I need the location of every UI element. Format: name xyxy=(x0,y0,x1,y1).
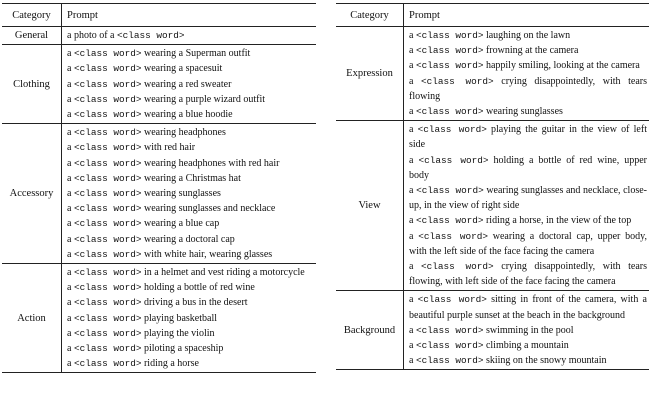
prompt-suffix: happily smiling, looking at the camera xyxy=(483,60,640,72)
table-header xyxy=(2,4,316,27)
prompt-row xyxy=(409,28,649,43)
prompt-prefix: a xyxy=(409,124,418,136)
class-word-token: <class word> xyxy=(73,282,142,294)
prompt-prefix: a xyxy=(409,45,416,57)
class-word-token: <class word> xyxy=(421,75,494,87)
header-prompt: Prompt xyxy=(67,9,98,21)
prompt-prefix: a xyxy=(409,60,416,72)
class-word-token: <class word> xyxy=(73,93,142,105)
prompt-suffix: sitting in front of the camera, with a beautiful purple sunset at the beach in the background xyxy=(409,294,647,321)
prompt-prefix: a xyxy=(67,267,74,279)
category-group-background xyxy=(336,290,649,369)
table-header xyxy=(336,4,649,27)
prompt-prefix: a xyxy=(67,127,74,139)
class-word-token: <class word> xyxy=(73,109,142,121)
category-group-action xyxy=(2,263,316,372)
prompt-prefix: a xyxy=(409,30,416,41)
prompt-prefix: a xyxy=(67,248,74,260)
category-group-expression xyxy=(336,27,649,120)
prompt-suffix: wearing a doctoral cap xyxy=(141,233,235,245)
prompt-prefix: a xyxy=(67,343,74,355)
prompt-suffix: wearing a spacesuit xyxy=(141,63,223,75)
prompt-prefix: a xyxy=(409,215,416,227)
prompt-prefix: a xyxy=(409,324,416,336)
prompt-row xyxy=(409,338,649,353)
prompt-row xyxy=(67,186,316,201)
class-word-token: <class word> xyxy=(73,218,142,230)
prompt-prefix: a xyxy=(67,48,74,60)
prompt-suffix: riding a horse, in the view of the top xyxy=(483,215,632,227)
prompt-row xyxy=(409,323,649,338)
prompt-prefix: a xyxy=(67,142,74,154)
prompt-suffix: swimming in the pool xyxy=(483,324,574,336)
header-category: Category xyxy=(2,4,62,26)
category-group-general xyxy=(2,27,316,44)
class-word-token: <class word> xyxy=(73,127,142,139)
prompt-row xyxy=(67,92,316,107)
prompt-suffix: with white hair, wearing glasses xyxy=(141,248,273,260)
prompt-suffix: wearing headphones with red hair xyxy=(141,157,280,169)
category-group-view xyxy=(336,120,649,290)
category-group-clothing xyxy=(2,44,316,123)
prompt-row xyxy=(67,140,316,155)
class-word-token: <class word> xyxy=(73,203,142,215)
class-word-token: <class word> xyxy=(415,324,484,336)
prompt-table-left xyxy=(2,3,316,373)
prompt-suffix: riding a horse xyxy=(141,358,199,370)
class-word-token: <class word> xyxy=(73,142,142,154)
class-word-token: <class word> xyxy=(73,343,142,355)
prompt-row xyxy=(67,201,316,216)
prompt-row xyxy=(67,232,316,247)
prompt-row xyxy=(67,265,316,280)
prompt-row xyxy=(67,46,316,61)
prompt-suffix: wearing a blue cap xyxy=(141,218,220,230)
prompt-row xyxy=(409,213,649,228)
prompt-prefix: a xyxy=(409,261,422,273)
category-label: Expression xyxy=(336,27,404,120)
prompt-suffix: wearing sunglasses and necklace xyxy=(141,203,276,215)
class-word-token: <class word> xyxy=(416,185,484,197)
prompt-prefix: a xyxy=(67,63,74,75)
prompt-prefix: a xyxy=(67,109,74,121)
prompt-suffix: frowning at the camera xyxy=(483,45,579,57)
prompt-row xyxy=(409,74,649,104)
prompt-row xyxy=(409,229,649,259)
class-word-token: <class word> xyxy=(415,355,484,367)
prompt-suffix: crying disappointedly, with tears flowing xyxy=(409,75,648,102)
class-word-token: <class word> xyxy=(415,30,484,41)
category-label: Background xyxy=(336,291,404,369)
prompt-row xyxy=(67,125,316,140)
prompt-suffix: wearing a doctoral cap, upper body, with the left side of the face facing the camera xyxy=(409,230,647,257)
prompt-suffix: playing the violin xyxy=(141,327,215,339)
prompt-row xyxy=(67,311,316,326)
prompt-suffix: playing basketball xyxy=(141,312,218,324)
prompt-suffix: in a helmet and vest riding a motorcycle xyxy=(141,267,305,279)
prompt-row xyxy=(409,58,649,73)
prompt-prefix: a xyxy=(67,312,74,324)
prompt-row xyxy=(67,326,316,341)
class-word-token: <class word> xyxy=(415,60,484,72)
prompt-suffix: laughing on the lawn xyxy=(483,30,571,41)
prompt-row xyxy=(67,156,316,171)
prompt-row xyxy=(409,153,649,183)
prompt-row xyxy=(67,107,316,122)
prompt-suffix: wearing a blue hoodie xyxy=(141,109,233,121)
category-label: Accessory xyxy=(2,124,62,263)
prompt-row xyxy=(409,292,649,322)
prompt-suffix: with red hair xyxy=(141,142,196,154)
class-word-token: <class word> xyxy=(415,340,484,352)
category-label: Clothing xyxy=(2,45,62,123)
prompt-suffix: skiing on the snowy mountain xyxy=(483,355,607,367)
prompt-row xyxy=(67,61,316,76)
prompt-prefix: a xyxy=(67,358,74,370)
class-word-token: <class word> xyxy=(73,248,142,260)
prompt-row xyxy=(67,247,316,262)
prompt-row xyxy=(67,77,316,92)
prompt-row xyxy=(67,295,316,310)
prompt-prefix: a xyxy=(409,230,419,242)
class-word-token: <class word> xyxy=(415,215,484,227)
prompt-row xyxy=(67,341,316,356)
prompt-prefix: a xyxy=(67,233,74,245)
prompt-row xyxy=(409,353,649,368)
class-word-token: <class word> xyxy=(73,267,142,279)
class-word-token: <class word> xyxy=(73,172,142,184)
prompt-suffix: piloting a spaceship xyxy=(141,343,224,355)
prompt-row xyxy=(409,259,649,289)
class-word-token: <class word> xyxy=(417,294,487,306)
class-word-token: <class word> xyxy=(73,63,142,75)
category-label: General xyxy=(2,27,62,44)
class-word-token: <class word> xyxy=(73,78,142,90)
prompt-suffix: wearing sunglasses and necklace, close-up, in the view of right side xyxy=(409,185,647,212)
class-word-token: <class word> xyxy=(73,233,142,245)
prompt-prefix: a xyxy=(409,355,416,367)
category-label: View xyxy=(336,121,404,290)
prompt-row xyxy=(409,104,649,119)
prompt-suffix: climbing a mountain xyxy=(483,340,569,352)
prompt-suffix: wearing headphones xyxy=(141,127,226,139)
prompt-prefix: a xyxy=(67,78,74,90)
prompt-prefix: a xyxy=(409,75,422,87)
class-word-token: <class word> xyxy=(415,45,484,57)
class-word-token: <class word> xyxy=(421,261,494,273)
prompt-row xyxy=(67,356,316,371)
class-word-token: <class word> xyxy=(73,188,142,200)
class-word-token: <class word> xyxy=(117,30,185,41)
prompt-suffix: wearing sunglasses xyxy=(141,188,221,200)
prompt-suffix: driving a bus in the desert xyxy=(141,297,248,309)
prompt-suffix: holding a bottle of red wine, upper body xyxy=(409,154,647,181)
class-word-token: <class word> xyxy=(73,358,142,370)
class-word-token: <class word> xyxy=(418,154,489,166)
prompt-suffix: playing the guitar in the view of left side xyxy=(409,124,647,151)
prompt-prefix: a xyxy=(67,188,74,200)
prompt-row xyxy=(67,280,316,295)
prompt-suffix: wearing a red sweater xyxy=(141,78,232,90)
prompt-prefix: a xyxy=(67,172,74,184)
class-word-token: <class word> xyxy=(73,48,142,60)
prompt-row xyxy=(409,43,649,58)
prompt-row xyxy=(67,216,316,231)
prompt-prefix: a xyxy=(67,327,74,339)
prompt-prefix: a xyxy=(67,218,74,230)
prompt-prefix: a xyxy=(409,106,416,118)
prompt-prefix: a xyxy=(67,297,74,309)
class-word-token: <class word> xyxy=(73,327,142,339)
prompt-row xyxy=(409,183,649,213)
class-word-token: <class word> xyxy=(418,230,488,242)
prompt-prefix: a xyxy=(67,282,74,294)
prompt-prefix: a xyxy=(409,185,417,197)
prompt-suffix: holding a bottle of red wine xyxy=(141,282,255,294)
prompt-prefix: a xyxy=(409,340,416,352)
prompt-prefix: a xyxy=(67,93,74,105)
prompt-table-right xyxy=(336,3,649,370)
prompt-suffix: wearing a purple wizard outfit xyxy=(141,93,266,105)
prompt-row xyxy=(67,171,316,186)
prompt-prefix: a xyxy=(67,157,74,169)
class-word-token: <class word> xyxy=(73,297,142,309)
class-word-token: <class word> xyxy=(73,312,142,324)
prompt-suffix: crying disappointedly, with tears flowing, with left side of the face facing the camera xyxy=(409,261,648,288)
category-label: Action xyxy=(2,264,62,372)
class-word-token: <class word> xyxy=(417,124,487,136)
prompt-prefix: a xyxy=(409,294,418,306)
prompt-prefix: a xyxy=(409,154,419,166)
prompt-prefix: a xyxy=(67,203,74,215)
prompt-prefix: a photo of a xyxy=(67,30,117,41)
prompt-suffix: wearing a Superman outfit xyxy=(141,48,251,60)
class-word-token: <class word> xyxy=(415,106,484,118)
prompt-row xyxy=(409,122,649,152)
category-group-accessory xyxy=(2,123,316,263)
prompt-row xyxy=(67,28,316,43)
prompt-suffix: wearing a Christmas hat xyxy=(141,172,241,184)
header-prompt: Prompt xyxy=(409,9,440,21)
header-category: Category xyxy=(336,4,404,26)
prompt-suffix: wearing sunglasses xyxy=(483,106,563,118)
class-word-token: <class word> xyxy=(73,157,142,169)
